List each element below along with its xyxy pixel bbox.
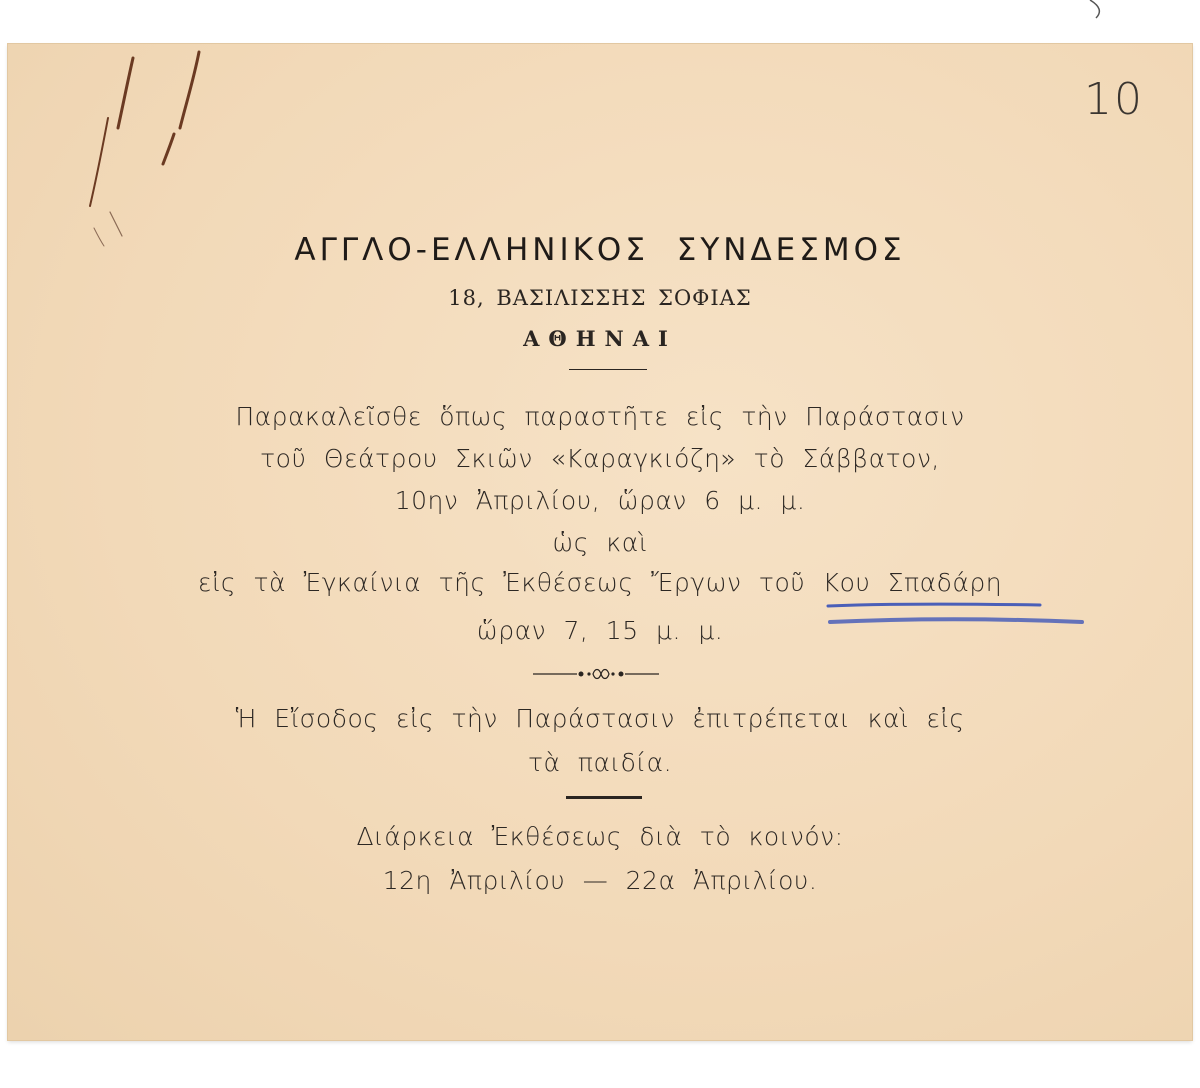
ornament-divider — [533, 662, 659, 686]
exhibition-line-1: Διάρκεια Ἐκθέσεως διὰ τὸ κοινόν: — [356, 822, 844, 851]
exhibition-line-2: 12η Ἀπριλίου — 22α Ἀπριλίου. — [382, 866, 818, 895]
handwritten-number: 10 — [1084, 74, 1144, 125]
invitation-line-5: εἰς τὰ Ἐγκαίνια τῆς Ἐκθέσεως Ἔργων τοῦ Κου Σπαδάρη — [197, 568, 1003, 597]
organization-name: ΑΓΓΛΟ-ΕΛΛΗΝΙΚΟΣ ΣΥΝΔΕΣΜΟΣ — [294, 232, 906, 268]
entry-note-line-2: τὰ παιδία. — [527, 748, 673, 777]
invitation-line-3: 10ην Ἀπριλίου, ὥραν 6 μ. μ. — [394, 486, 806, 515]
organization-city: ΑΘΗΝΑΙ — [523, 326, 677, 351]
organization-address: 18, ΒΑΣΙΛΙΣΣΗΣ ΣΟΦΙΑΣ — [448, 286, 752, 310]
invitation-line-2: τοῦ Θεάτρου Σκιῶν «Καραγκιόζη» τὸ Σάββατον, — [260, 444, 940, 473]
section-divider — [566, 796, 642, 799]
entry-note-line-1: Ἡ Εἴσοδος εἰς τὴν Παράστασιν ἐπιτρέπεται καὶ εἰς — [235, 704, 965, 733]
invitation-line-1: Παρακαλεῖσθε ὅπως παραστῆτε εἰς τὴν Παράστασιν — [235, 402, 965, 431]
invitation-line-4: ὡς καὶ — [552, 528, 648, 557]
invitation-line-6: ὥραν 7, 15 μ. μ. — [476, 616, 724, 645]
